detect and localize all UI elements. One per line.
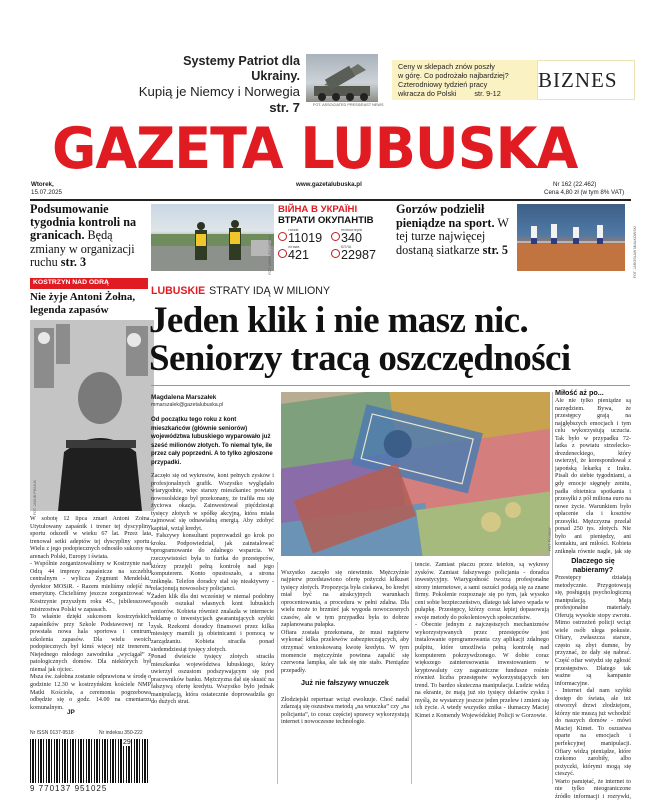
top-left-ref: str. 7 bbox=[269, 100, 300, 115]
biznes-label: BIZNES bbox=[538, 68, 618, 92]
teaser-left-plain: Będą zmiany w organizacji ruchu bbox=[30, 228, 135, 269]
main-photo-credit: FOT. PIXABAY bbox=[548, 527, 552, 551]
top-left-teaser[interactable] bbox=[132, 54, 300, 115]
masthead-day: Wtorek, bbox=[31, 181, 54, 188]
sidebar-photo-credit: FOT. JAKUB PIKULIK bbox=[33, 480, 37, 516]
main-lead: Od początku tego roku z kont mieszkańców (głównie seniorów) województwa lubuskiego wyparowało już sześć milionów złotych. To niemal tyle, ile przez cały poprzedni. A to tylko zgłoszone przypadki. bbox=[151, 416, 273, 466]
main-col1: Zaczęło się od wykresów, kont pełnych zysków i profesjonalnych grafik. Wszystko wyglądało wiarygodnie, więc starszy mieszkaniec powiatu nowosolskiego był przekonany, że trafiła mu się życiowa okazja. Zainwestował pięćdziesiąt tysięcy złotych w spółkę akcyjną, która miała zajmować się odnawialną energią. Aby zdobyć kapitał, wziął kredyt. - Fałszywy konsultant poprowadził go krok po kroku. Podpowiedział, jak zainstalować oprogramowanie do zdalnego wsparcia. W rzeczywistości była to furtka do przestępców, którzy przejęli pełną kontrolę nad jego komputerem. Konto opustoszało, a strona zniknęła. Telefon doradcy stał się nieaktywny - relacjonują nowosolscy policjanci. Żaden klik dla dni wcześniej w niemal podobny sposób oszukał własnych kont lubuskich seniorów. Kobieta również znalazła w internecie reklamę o inwestycjach gwarantujących szybki zysk. Rzekomi doradcy finansowi przez kilka miesięcy mamili ją obietnicami i pomocą w zarządzaniu. Kobieta straciła ponad siedemdziesiąt tysięcy złotych. Ponad dwieście tysięcy złotych straciła mieszkanka województwa lubuskiego, który uwierzył oszustom podszywającym się pod pracowników banku. Mężczyzna dał się skusić na fałszywą ofertę kredytu. Wszystko było jednak manipulacją, która ostatecznie doprowadziła go do dużych strat. bbox=[151, 473, 274, 706]
main-headline-line-2: Seniorzy tracą oszczędności bbox=[149, 338, 571, 379]
top-photo-credit: FOT. ASSOCIATED PRESS/EAST NEWS bbox=[313, 103, 384, 107]
teaser-right[interactable] bbox=[396, 203, 512, 273]
war-stat-label: танків bbox=[288, 228, 299, 232]
launcher-drawing bbox=[306, 54, 378, 102]
war-stat bbox=[331, 245, 384, 261]
main-col3: tencie. Zamiast płaczu przez telefon, są wykresy zysków. Zamiast fałszywego policjanta - doradca inwestycyjny. Wiarygodność tworzą profesjonalne strony internetowe, a sami oszuści podają się za znane firmy. Pokolenie rozpoznaje się po tym, jak wysoko ceni sobie bezpieczeństwo, dlatego tak łatwo wpada w pułapkę. Przestępcy, którzy coraz lepiej dopasowują swoje metody do pokoleniowych społeczeństw. - Obecnie jednym z najczęstszych mechanizmów wykorzystywanych przez przestępców jest instalowanie oprogramowania czy aplikacji zdalnego pulpitu, które umożliwia pełną kontrolę nad komputerem pokrzywdzonego. W dobie coraz większego zainteresowania inwestowaniem w kryptowaluty czy zagraniczne fundusze rośnie również liczba przestępstw wykorzystujących ten trend. To bardzo skuteczna manipulacja. Ludzie widzą na ekranie, że mają już sto tysięcy dolarów zysku i myślą, że wystarczy jeszcze jeden przelew i zmieni się ich życie. A wtedy wszystko znika - tłumaczy Maciej Kimet z Komendy Wojewódzkiej Policji w Gorzowie. bbox=[415, 562, 549, 719]
right-subhead-1: Miłość aż po... bbox=[555, 388, 604, 397]
masthead-website[interactable]: www.gazetalubuska.pl bbox=[296, 181, 362, 188]
column-rule bbox=[552, 392, 553, 784]
teaser-right-plain: W tej turze najwięcej dostaną siatkarze bbox=[396, 215, 509, 257]
war-stat-label: БПЛА bbox=[341, 245, 352, 249]
promo-line-4-text: wkracza do Polski bbox=[398, 89, 457, 99]
right-para-1: Ale nie tylko pieniądze są narzędziem. Bywa, że przestępcy grają na najgłębszych emocjach i tym celu wykorzystują uczucia. Tak było w przypadku 72-latka z powiatu strzelecko-drezdeneckiego, który uwierzył, że korespondował z japońską lekarką z Iraku. Pisali do siebie tygodniami, a gdy emocje sięgnęły zenitu, padła obietnica spotkania i przesyłki z pół miliona euro na nowe życie. Warunkiem było opłacenie cła i kosztów przesyłki. Mężczyzna przelał ponad 250 tys. złotych. Nie było ani pieniędzy, ani kontaktu, ani miłości. Kobieta zniknęła równie nagle, jak się bbox=[555, 398, 631, 554]
teaser-right-credit: FOT. JAROSŁAW MIAŁKOWSKI bbox=[633, 226, 637, 279]
war-stat-value: 340 bbox=[341, 231, 363, 245]
war-box[interactable] bbox=[278, 204, 384, 272]
barcode-issue-code: 29 bbox=[123, 739, 131, 746]
teaser-left[interactable] bbox=[30, 203, 148, 273]
teaser-left-bold: Podsumowanie tygodnia kontroli na granicach. bbox=[30, 202, 137, 243]
top-left-sub-text: Kupią je Niemcy i Norwegia bbox=[138, 84, 300, 99]
tank-icon bbox=[278, 232, 287, 241]
war-stat-value: 11019 bbox=[288, 231, 323, 245]
plane-icon bbox=[278, 249, 287, 258]
masthead-rule bbox=[30, 199, 631, 201]
top-left-headline: Systemy Patriot dla Ukrainy. bbox=[183, 54, 300, 83]
war-stat bbox=[331, 228, 384, 244]
main-kicker bbox=[151, 281, 330, 299]
helicopter-icon bbox=[331, 232, 340, 241]
main-col2-subhead: Już nie fałszywy wnuczek bbox=[301, 678, 389, 688]
volleyball-photo bbox=[517, 204, 625, 271]
main-headline[interactable] bbox=[149, 302, 629, 378]
masthead-price: Cena 4,80 zł (w tym 8% VAT) bbox=[544, 189, 625, 196]
portrait-scene bbox=[30, 320, 154, 511]
main-col2 bbox=[281, 562, 409, 784]
top-left-subline bbox=[132, 84, 300, 116]
border-control-photo bbox=[151, 204, 274, 271]
war-stat-value: 421 bbox=[288, 248, 310, 262]
main-col2-text: Wszystko zaczęło się niewinnie. Mężczyźnie najpierw przedstawiono ofertę pożyczki kilkuset tysięcy złotych. Propozycja była ciekawa, bo kredyt miał być na atrakcyjnych warunkach oprocentowania, a procedura w pełni zdalna. Dla wielu może to brzmieć jak wygoda nowoczesnych czasów, ale w tym przypadku była to dobrze zaplanowana pułapka. Ofiara została przekonana, że musi najpierw wykonać kilka przelewów zabezpieczających, aby otrzymać wnioskowaną kwotę kredytu. W tym momencie mężczyźnie powinna zapalić się czerwona lampka, ale tak się nie stało. Pieniądze przepadły. bbox=[281, 569, 409, 674]
promo-line-3: Czterodniowy tydzień pracy bbox=[398, 80, 488, 90]
sidebar-body: W sobotę 12 lipca zmarł Antoni Żołna. Utytułowany zapaśnik i trener tej dyscypliny sportu odszedł w wieku 67 lat. Przez lata trenował setki adeptów tej dyscypliny sportu. Wielu z jego podopiecznych odnosiło sukcesy na arenach Polski, Europy i świata. - Wspólnie zorganizowaliśmy w Kostrzynie nad Odrą 44 imprezy zapaśnicze na szczeblu centralnym - wylicza Zygmunt Mendelski, dyrektor MOSiR. - Razem mieliśmy odejść na emeryturę. Chcieliśmy jeszcze zorganizować w Kostrzynie przyszłym roku 45., jubileuszowe mistrzostwa Polski w zapasach. To właśnie dzięki sukcesom kostrzyńskich zapaśników przy Szkole Podstawowej nr 1 powstała nowa hala sportowa i centrum szkolenia zapasów. Dla wielu swoich podopiecznych był kimś więcej niż trenerem. Niejednego młodego zawodnika „wyciągał” z patologicznych domów. Dla niektórych był niemal jak ojciec. Msza św. żałobna zostanie odprawiona w środę o godzinie 12.30 w kostrzyńskim kościele NMP Matki Kościoła, a ceremonia pogrzebowa odbędzie się o godz. 14.00 na cmentarzu komunalnym. bbox=[30, 516, 151, 711]
main-kicker-plain: STRATY IDĄ W MILIONY bbox=[209, 285, 331, 297]
main-author: Magdalena Marszałek bbox=[151, 394, 217, 401]
war-stat bbox=[278, 228, 331, 244]
war-subtitle: ВТРАТИ ОКУПАНТІВ bbox=[278, 215, 374, 226]
promo-line-4 bbox=[398, 89, 509, 98]
masthead-title[interactable]: GAZETA LUBUSKA bbox=[52, 114, 578, 182]
column-rule bbox=[411, 562, 412, 784]
masthead-date: 15.07.2025 bbox=[31, 189, 62, 196]
column-rule bbox=[277, 562, 278, 784]
sidebar-kicker bbox=[30, 278, 148, 289]
main-kicker-bold: LUBUSKIE bbox=[151, 285, 206, 297]
zolna-photo bbox=[30, 320, 154, 511]
banknotes-photo bbox=[281, 392, 550, 556]
patriot-photo bbox=[306, 54, 378, 102]
teaser-left-ref: str. 3 bbox=[60, 254, 87, 269]
border-scene bbox=[151, 204, 274, 271]
right-para-2: Przestępcy działają metodycznie. Przygotowują się, posługują psychologiczną manipulacją. Mają profesjonalne materiały. Oferują wysokie stopy zwrotu. Mimo ostrzeżeń policji wciąż wiele osób ulega pokusie. Ofiary, zwłaszcza starsze, często są zbyt dumne, by przyznać, że dały się nabrać. Część ofiar wstydzi się zgłosić przestępstwo. Dlatego tak ważne są kampanie informacyjne. - Internet dał nam szybki dostęp do świata, ale też otworzył drzwi złodziejom, którzy nie muszą już wchodzić do naszych domów - mówi Maciej Kimet. To oszustwa oparte na emocjach i perfekcyjnej manipulacji. Ofiary widzą pieniądze, które rzekomo zarobiły, albo pożyczki, którymi mogą się cieszyć. Warto pamiętać, że internet to nie tylko nieograniczone źródło informacji i rozrywki, bbox=[555, 575, 631, 800]
war-stat bbox=[278, 245, 331, 261]
biznes-promo-text bbox=[398, 62, 509, 98]
war-stat-value: 22987 bbox=[341, 248, 377, 262]
barcode-number: 9 770137 951025 bbox=[30, 784, 130, 793]
volleyball-scene bbox=[517, 204, 625, 271]
biznes-promo[interactable] bbox=[392, 60, 635, 100]
teaser-right-ref: str. 5 bbox=[482, 242, 508, 257]
index-label: Nr indeksu 350-222 bbox=[99, 730, 143, 736]
war-stat-label: літаків bbox=[288, 245, 300, 249]
main-right-col bbox=[555, 388, 631, 800]
main-email[interactable]: mmarszalek@gazetalubuska.pl bbox=[151, 402, 224, 408]
main-headline-rule bbox=[151, 385, 630, 386]
main-col2-after: Złodziejski repertuar wciąż ewoluuje. Choć nadal zdarzają się oszustwa metodą „na wnuczka” czy „na policjanta”, to coraz częściej sprawcy wykorzystują internet i nowoczesne technologie. bbox=[281, 696, 409, 726]
drone-icon bbox=[331, 249, 340, 258]
promo-line-2: w górę. Co podrożało najbardziej? bbox=[398, 71, 509, 81]
sidebar-kicker-text: KOSTRZYN NAD ODRĄ bbox=[33, 279, 109, 286]
banknotes-scene bbox=[281, 392, 550, 556]
sidebar-title[interactable]: Nie żyje Antoni Żołna, legenda zapasów bbox=[30, 291, 136, 316]
masthead-issue: Nr 162 (22.462) bbox=[553, 181, 597, 188]
right-subhead-2: Dlaczego się nabieramy? bbox=[571, 556, 615, 574]
promo-line-1: Ceny w sklepach znów poszły bbox=[398, 62, 495, 71]
sidebar-signature: JP bbox=[67, 709, 75, 716]
war-stats-grid bbox=[278, 228, 384, 261]
teaser-left-credit: FOT. MARIUSZ KAPAŁA bbox=[268, 235, 272, 275]
war-stat-label: гелікоптерів bbox=[341, 228, 362, 232]
war-title: ВІЙНА В УКРАЇНІ bbox=[278, 204, 358, 215]
issn-label: Nr ISSN 0137-9518 bbox=[30, 730, 74, 736]
main-headline-line-1: Jeden klik i nie masz nic. bbox=[149, 300, 529, 341]
teaser-right-bold: Gorzów podzielił pieniądze na sport. bbox=[396, 202, 495, 230]
promo-ref: str. 9-12 bbox=[474, 89, 501, 99]
